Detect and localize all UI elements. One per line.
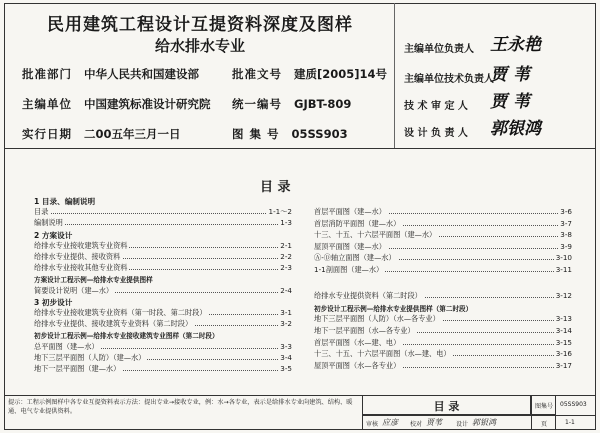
toc-entry-page: 2-1 bbox=[280, 240, 292, 250]
toc-entry bbox=[314, 242, 572, 251]
toc-leader-dots bbox=[34, 213, 292, 214]
toc-entry bbox=[314, 314, 572, 323]
toc-entry-title: 1-1剖面图（建—水） bbox=[314, 265, 384, 274]
toc-entry-title: 地下一层平面图（水—各专业） bbox=[314, 326, 415, 335]
toc-entry-title: 给排水专业接收其他专业资料 bbox=[34, 263, 128, 273]
toc-entry-page: 2-3 bbox=[280, 263, 292, 273]
toc-entry bbox=[314, 265, 572, 274]
effective-date-value: 二00五年三月一日 bbox=[84, 127, 181, 141]
toc-entry bbox=[34, 342, 292, 351]
approval-no-label: 批准文号 bbox=[232, 67, 282, 81]
toc-entry-page: 3-12 bbox=[555, 291, 572, 301]
page-label: 页 bbox=[541, 421, 548, 428]
toc-entry-title: 给排水专业提供资料（第二时段） bbox=[314, 291, 422, 301]
unified-no-value: GJBT-809 bbox=[294, 97, 352, 111]
toc-entry-title: 总平面图（建—水） bbox=[34, 341, 99, 351]
toc-entry bbox=[314, 338, 572, 347]
toc-entry-page: 1-3 bbox=[280, 218, 292, 228]
toc-entry-title: 屋顶平面图（建—水） bbox=[314, 241, 386, 251]
design-label: 设计 bbox=[456, 421, 469, 428]
toc-entry-page: 3-3 bbox=[280, 341, 292, 351]
toc-entry-title: 十三、十五、十六层平面图（建—水） bbox=[314, 230, 437, 240]
toc-entry-page: 3-7 bbox=[560, 218, 572, 228]
editor-unit-label: 主编单位 bbox=[22, 97, 72, 111]
atlas-no-label: 图 集 号 bbox=[232, 127, 280, 141]
toc-section-heading: 1 目录、编制说明 bbox=[34, 197, 96, 206]
responsible-label: 技 术 审 定 人 bbox=[404, 101, 468, 112]
review-label: 审核 bbox=[366, 421, 379, 428]
responsible-label: 设 计 负 责 人 bbox=[404, 128, 468, 139]
approval-no bbox=[232, 66, 387, 82]
responsible-label: 主编单位技术负责人 bbox=[404, 74, 494, 85]
signature: 应彦 bbox=[382, 418, 398, 427]
toc-entry-page: 3-8 bbox=[560, 230, 572, 240]
footer-note: 提示：工程示例图样中各专业互提资料表示方法：提出专业→接收专业，例：水→各专业，表示是给排水专业向建筑、结构、暖通、电气专业提供资料。 bbox=[8, 399, 353, 415]
toc-subheading: 方案设计工程示例—给排水专业提供图样 bbox=[34, 276, 153, 285]
toc-entry-page: 3-14 bbox=[555, 326, 572, 335]
effective-date-label: 实行日期 bbox=[22, 127, 72, 141]
toc-entry-page: 3-6 bbox=[560, 207, 572, 216]
toc-entry bbox=[314, 349, 572, 358]
toc-entry-title: 给排水专业接收建筑专业资料 bbox=[34, 240, 128, 250]
toc-subheading: 初步设计工程示例—给排水专业提供图样（第二时段） bbox=[314, 304, 473, 313]
unified-no-label: 统一编号 bbox=[232, 97, 282, 111]
editor-unit-value: 中国建筑标准设计研究院 bbox=[84, 97, 211, 111]
effective-date bbox=[22, 126, 181, 142]
approval-no-value: 建质[2005]14号 bbox=[294, 67, 388, 81]
toc-entry bbox=[34, 207, 292, 216]
page-value: 1-1 bbox=[565, 419, 575, 426]
page-subtitle: 给水排水专业 bbox=[154, 37, 245, 55]
approval-dept bbox=[22, 66, 199, 82]
atlas-no-value: 05SS903 bbox=[291, 127, 348, 141]
toc-entry-page: 2-4 bbox=[280, 285, 292, 295]
toc-entry-title: 屋顶平面图（水—各专业） bbox=[314, 360, 401, 370]
toc-entry-title: 地下三层平面图（人防）（建—水） bbox=[34, 352, 146, 362]
toc-entry-title: 目录 bbox=[34, 207, 49, 217]
signature: 贾苇 bbox=[426, 418, 442, 427]
toc-entry-page: 3-2 bbox=[280, 319, 292, 329]
check-label: 校对 bbox=[410, 421, 423, 428]
toc-entry-page: 3-5 bbox=[280, 364, 292, 373]
toc-section-heading: 2 方案设计 bbox=[34, 230, 73, 240]
toc-entry-title: 编制说明 bbox=[34, 218, 63, 228]
toc-entry bbox=[314, 361, 572, 370]
toc-entry-page: 2-2 bbox=[280, 252, 292, 261]
signature: 贾 苇 bbox=[490, 65, 530, 85]
toc-entry-page: 1-1～2 bbox=[268, 207, 292, 217]
toc-entry bbox=[314, 253, 572, 262]
toc-entry bbox=[314, 207, 572, 216]
toc-entry-title: 地下三层平面图（人防）（水—各专业） bbox=[314, 314, 440, 324]
toc-entry bbox=[34, 308, 292, 317]
toc-entry-page: 3-1 bbox=[280, 308, 292, 317]
toc-entry-page: 3-16 bbox=[555, 349, 572, 359]
toc-entry bbox=[34, 218, 292, 227]
set-no-label: 图集号 bbox=[535, 403, 554, 410]
toc-entry-page: 3-10 bbox=[555, 253, 572, 263]
toc-entry-title: 十三、十五、十六层平面图（水—建、电） bbox=[314, 349, 451, 359]
toc-entry-title: 首层平面图（建—水） bbox=[314, 207, 386, 216]
toc-entry-page: 3-11 bbox=[555, 265, 572, 274]
responsible-label: 主编单位负责人 bbox=[404, 44, 474, 55]
toc-entry bbox=[34, 241, 292, 250]
toc-section-heading: 3 初步设计 bbox=[34, 297, 73, 307]
toc-entry bbox=[34, 353, 292, 362]
toc-entry-title: 地下一层平面图（建—水） bbox=[34, 364, 121, 373]
toc-entry-page: 3-13 bbox=[555, 314, 572, 324]
toc-entry bbox=[34, 364, 292, 373]
signature: 郭银鸿 bbox=[472, 418, 496, 427]
toc-entry-title: 首层平面图（水—建、电） bbox=[314, 337, 401, 347]
toc-entry-page: 3-4 bbox=[280, 352, 292, 362]
editor-unit bbox=[22, 96, 211, 112]
toc-leader-dots bbox=[34, 224, 292, 225]
approval-dept-label: 批准部门 bbox=[22, 67, 72, 81]
toc-entry bbox=[314, 326, 572, 335]
signature: 贾 苇 bbox=[490, 92, 530, 112]
toc-entry bbox=[34, 319, 292, 328]
toc-entry bbox=[314, 230, 572, 239]
toc-entry-title: 给排水专业提供、接收资料 bbox=[34, 252, 121, 261]
unified-no bbox=[232, 96, 351, 112]
toc-entry bbox=[34, 286, 292, 295]
toc-entry bbox=[314, 291, 572, 300]
toc-entry-title: Ⓐ-Ⓓ轴立面图（建—水） bbox=[314, 253, 396, 263]
approval-dept-value: 中华人民共和国建设部 bbox=[84, 67, 200, 81]
atlas-no bbox=[232, 126, 348, 142]
toc-entry-title: 给排水专业接收建筑专业资料（第一时段、第二时段） bbox=[34, 308, 207, 317]
toc-entry bbox=[34, 263, 292, 272]
signature: 郭银鸿 bbox=[490, 119, 541, 139]
toc-entry-page: 3-17 bbox=[555, 360, 572, 370]
toc-entry-title: 给排水专业提供、接收建筑专业资料（第二时段） bbox=[34, 319, 193, 329]
signature: 王永艳 bbox=[490, 35, 541, 55]
header-divider bbox=[4, 148, 596, 149]
header-divider-vertical bbox=[394, 3, 395, 148]
toc-entry-page: 3-9 bbox=[560, 241, 572, 251]
title-block-name: 目 录 bbox=[433, 400, 460, 413]
toc-entry-title: 简要设计说明（建—水） bbox=[34, 285, 114, 295]
toc-entry bbox=[314, 219, 572, 228]
toc-entry-title: 首层消防平面图（建—水） bbox=[314, 218, 401, 228]
toc-entry-page: 3-15 bbox=[555, 337, 572, 347]
toc-title: 目 录 bbox=[260, 180, 291, 195]
page-title: 民用建筑工程设计互提资料深度及图样 bbox=[47, 15, 353, 35]
set-no-value: 05SS903 bbox=[560, 401, 587, 408]
toc-subheading: 初步设计工程示例—给排水专业接收建筑专业图样（第二时段） bbox=[34, 332, 219, 341]
toc-entry bbox=[34, 252, 292, 261]
